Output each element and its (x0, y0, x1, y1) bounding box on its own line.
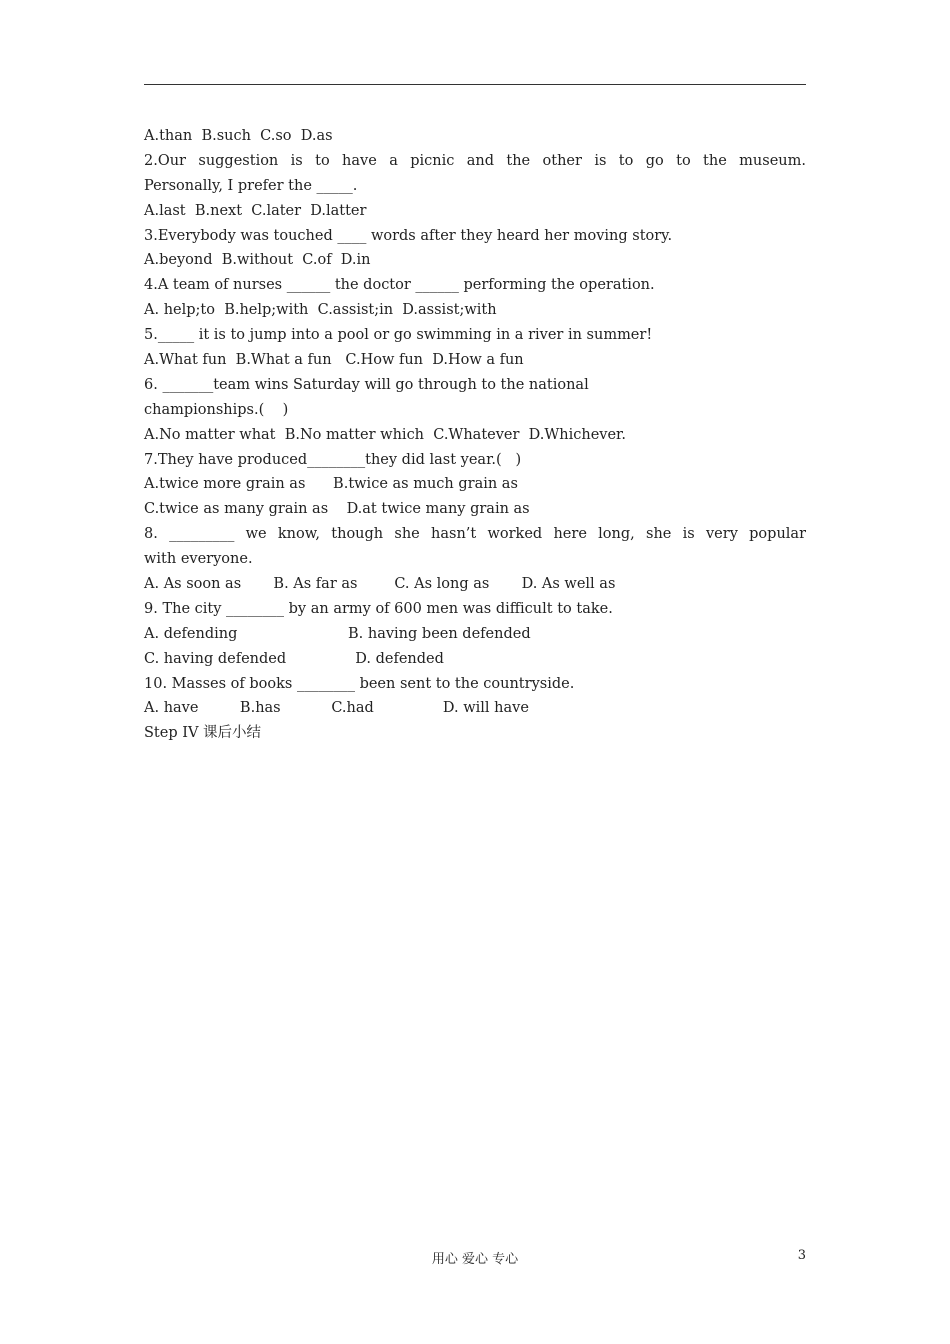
exercise-content (144, 124, 806, 746)
question-line: 7.They have produced________they did last year.( ) (144, 451, 522, 468)
option-line: A.What fun B.What a fun C.How fun D.How a fun (144, 352, 524, 369)
question-line: championships.( ) (144, 401, 289, 418)
option-line: A.than B.such C.so D.as (144, 128, 333, 144)
question-line: 2.Our suggestion is to have a picnic and the other is to go to the museum. (144, 152, 806, 169)
option-line: A. defending B. having been defended (144, 625, 531, 642)
question-line: 3.Everybody was touched ____ words after they heard her moving story. (144, 227, 673, 244)
question-line: Personally, I prefer the _____. (144, 177, 358, 194)
option-line: A. As soon as B. As far as C. As long as D. As well as (144, 576, 616, 593)
option-line: A.last B.next C.later D.latter (144, 202, 367, 219)
question-line: 8. _________ we know, though she hasn’t worked here long, she is very popular (144, 526, 806, 543)
option-line: A. have B.has C.had D. will have (144, 700, 529, 717)
section-heading: Step IV 课后小结 (144, 725, 262, 742)
option-line: C.twice as many grain as D.at twice many grain as (144, 501, 530, 518)
question-line: 9. The city ________ by an army of 600 men was difficult to take. (144, 600, 613, 617)
option-line: A.beyond B.without C.of D.in (144, 252, 371, 269)
question-line: with everyone. (144, 551, 253, 568)
option-line: A.No matter what B.No matter which C.Whatever D.Whichever. (144, 426, 627, 443)
question-line: 5._____ it is to jump into a pool or go swimming in a river in summer! (144, 327, 653, 344)
question-line: 6. _______team wins Saturday will go through to the national (144, 376, 589, 393)
question-line: 10. Masses of books ________ been sent to the countryside. (144, 675, 575, 692)
header-rule (144, 84, 806, 85)
question-line: 4.A team of nurses ______ the doctor ______ performing the operation. (144, 277, 655, 294)
option-line: A. help;to B.help;with C.assist;in D.assist;with (144, 302, 497, 319)
option-line: C. having defended D. defended (144, 650, 444, 667)
option-line: A.twice more grain as B.twice as much grain as (144, 476, 518, 493)
page-number: 3 (797, 1248, 806, 1263)
footer-text: 用心 爱心 专心 (431, 1252, 519, 1267)
